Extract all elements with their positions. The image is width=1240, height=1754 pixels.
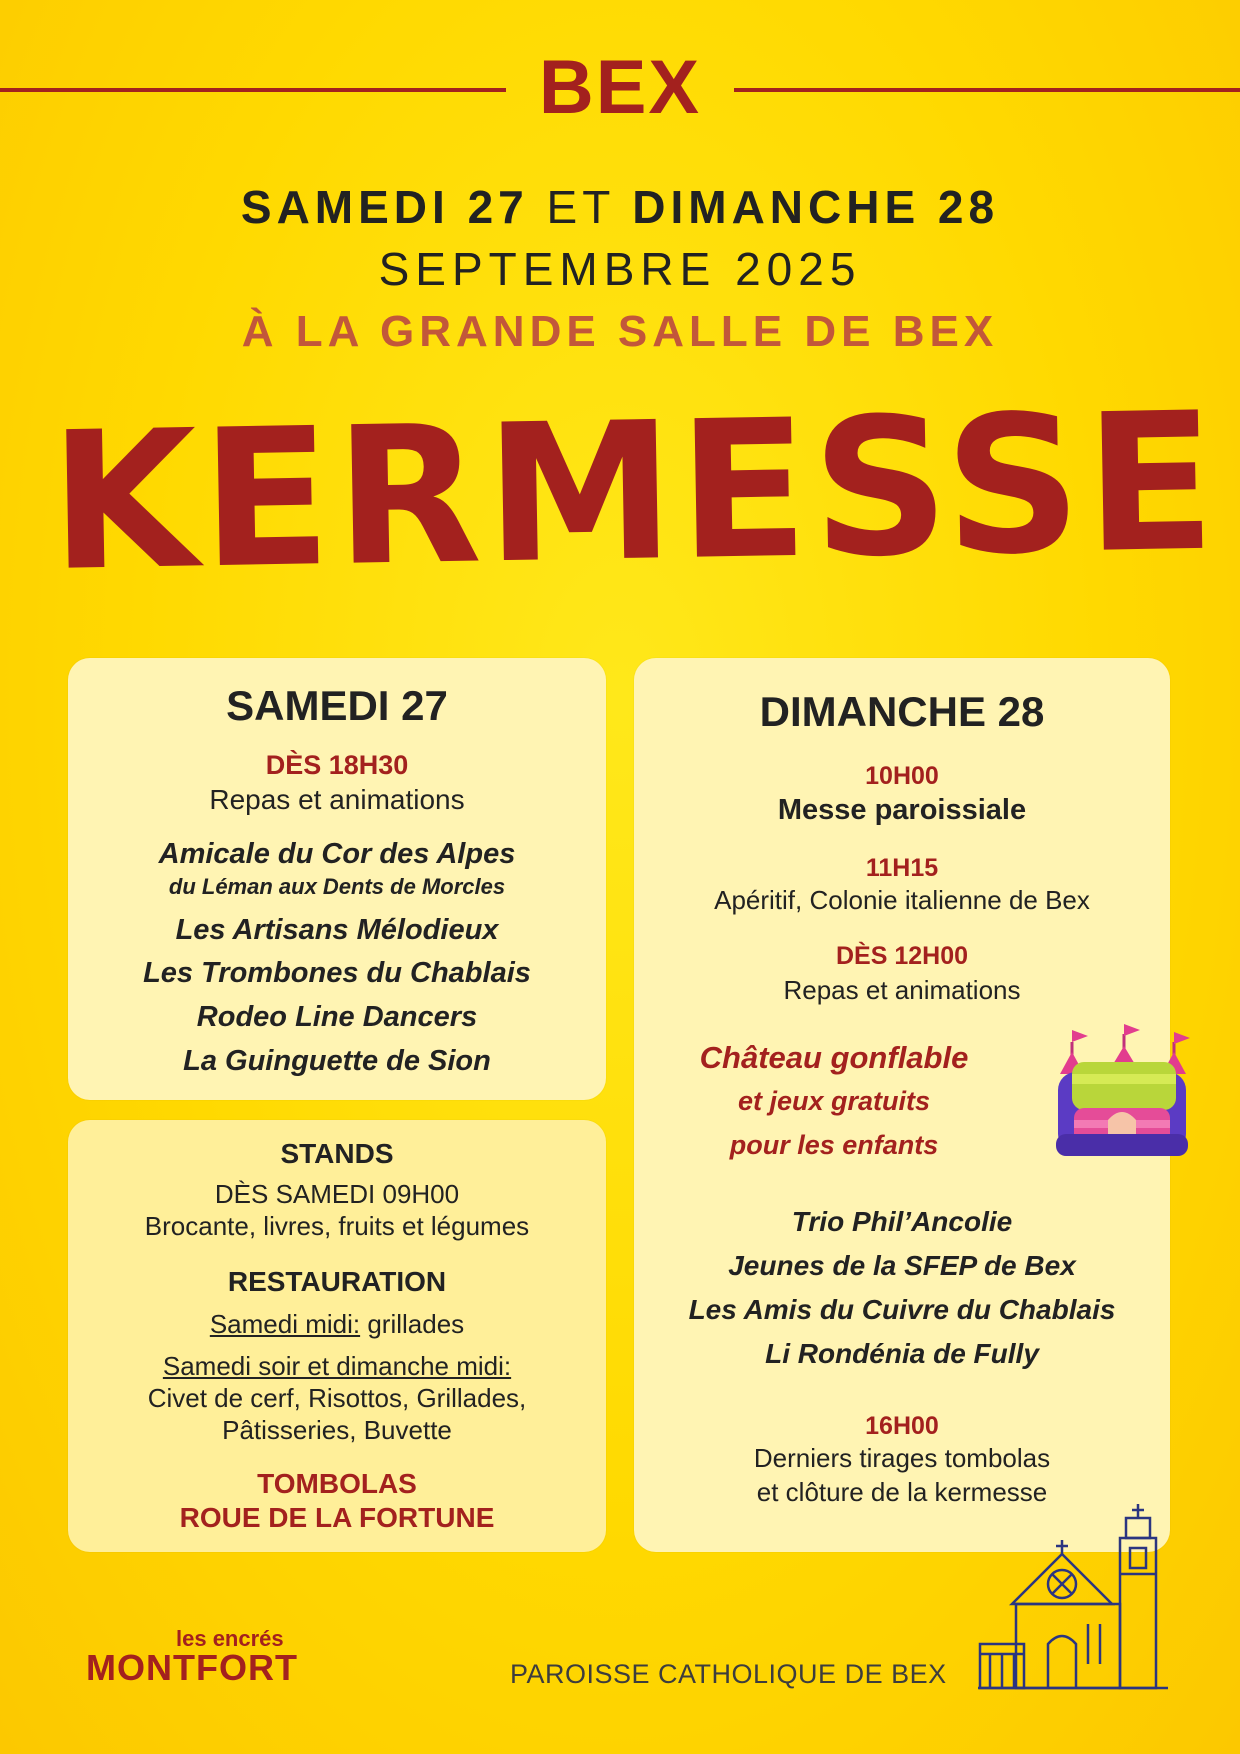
stands-time: DÈS SAMEDI 09H00 (214, 1179, 460, 1209)
restauration-menu-line: Civet de cerf, Risottos, Grillades, (147, 1383, 527, 1413)
logo-subtitle: les encrés (176, 1626, 284, 1651)
castle-line: et jeux gratuits (737, 1086, 931, 1116)
sunday-act: Les Amis du Cuivre du Chablais (688, 1294, 1116, 1325)
sunday-act: Trio Phil’Ancolie (791, 1206, 1013, 1237)
sunday-time: DÈS 12H00 (835, 942, 969, 970)
castle-line: Château gonflable (699, 1040, 969, 1075)
restauration-title: RESTAURATION (227, 1266, 447, 1297)
sunday-desc: Repas et animations (783, 975, 1021, 1005)
castle-line: pour les enfants (729, 1130, 939, 1160)
sunday-desc: et clôture de la kermesse (756, 1477, 1048, 1507)
sunday-time: 10H00 (865, 762, 939, 790)
event-month: SEPTEMBRE 2025 (378, 243, 862, 295)
event-title: KERMESSE (48, 371, 1221, 613)
bouncy-castle-icon (1052, 1024, 1192, 1164)
stands-title: STANDS (280, 1138, 394, 1169)
restauration-soir-label: Samedi soir et dimanche midi: (162, 1351, 512, 1381)
restauration-midi: Samedi midi: grillades (209, 1309, 465, 1339)
saturday-title: SAMEDI 27 (226, 682, 448, 729)
sunday-title: DIMANCHE 28 (759, 688, 1045, 735)
sunday-act: Jeunes de la SFEP de Bex (728, 1250, 1076, 1281)
stands-info (68, 1120, 606, 1552)
sunday-desc: Messe paroissiale (777, 794, 1027, 826)
saturday-act: Amicale du Cor des Alpes (158, 838, 516, 870)
parish-name: PAROISSE CATHOLIQUE DE BEX (510, 1659, 947, 1689)
saturday-act-subtitle: du Léman aux Dents de Morcles (168, 874, 506, 899)
saturday-program (68, 658, 606, 1100)
saturday-time: DÈS 18H30 (265, 750, 409, 780)
town-title: BEX (538, 45, 702, 130)
restauration-menu-line: Pâtisseries, Buvette (222, 1415, 452, 1445)
saturday-act: Les Trombones du Chablais (143, 957, 531, 989)
event-venue: À LA GRANDE SALLE DE BEX (241, 307, 999, 356)
roue-label: ROUE DE LA FORTUNE (179, 1502, 495, 1533)
saturday-act: Les Artisans Mélodieux (175, 914, 499, 946)
event-dates: SAMEDI 27 ET DIMANCHE 28 (240, 181, 1000, 233)
church-icon (978, 1504, 1168, 1690)
sunday-desc: Derniers tirages tombolas (753, 1443, 1051, 1473)
sunday-desc: Apéritif, Colonie italienne de Bex (714, 885, 1090, 915)
sunday-time: 11H15 (865, 854, 939, 882)
saturday-desc: Repas et animations (209, 784, 465, 815)
tombolas-label: TOMBOLAS (257, 1468, 417, 1499)
sunday-time: 16H00 (865, 1412, 939, 1440)
saturday-act: Rodeo Line Dancers (196, 1001, 478, 1033)
stands-desc: Brocante, livres, fruits et légumes (144, 1211, 530, 1241)
sunday-act: Li Rondénia de Fully (765, 1338, 1039, 1369)
saturday-act: La Guinguette de Sion (183, 1045, 491, 1077)
montfort-logo: MONTFORT (86, 1647, 298, 1688)
